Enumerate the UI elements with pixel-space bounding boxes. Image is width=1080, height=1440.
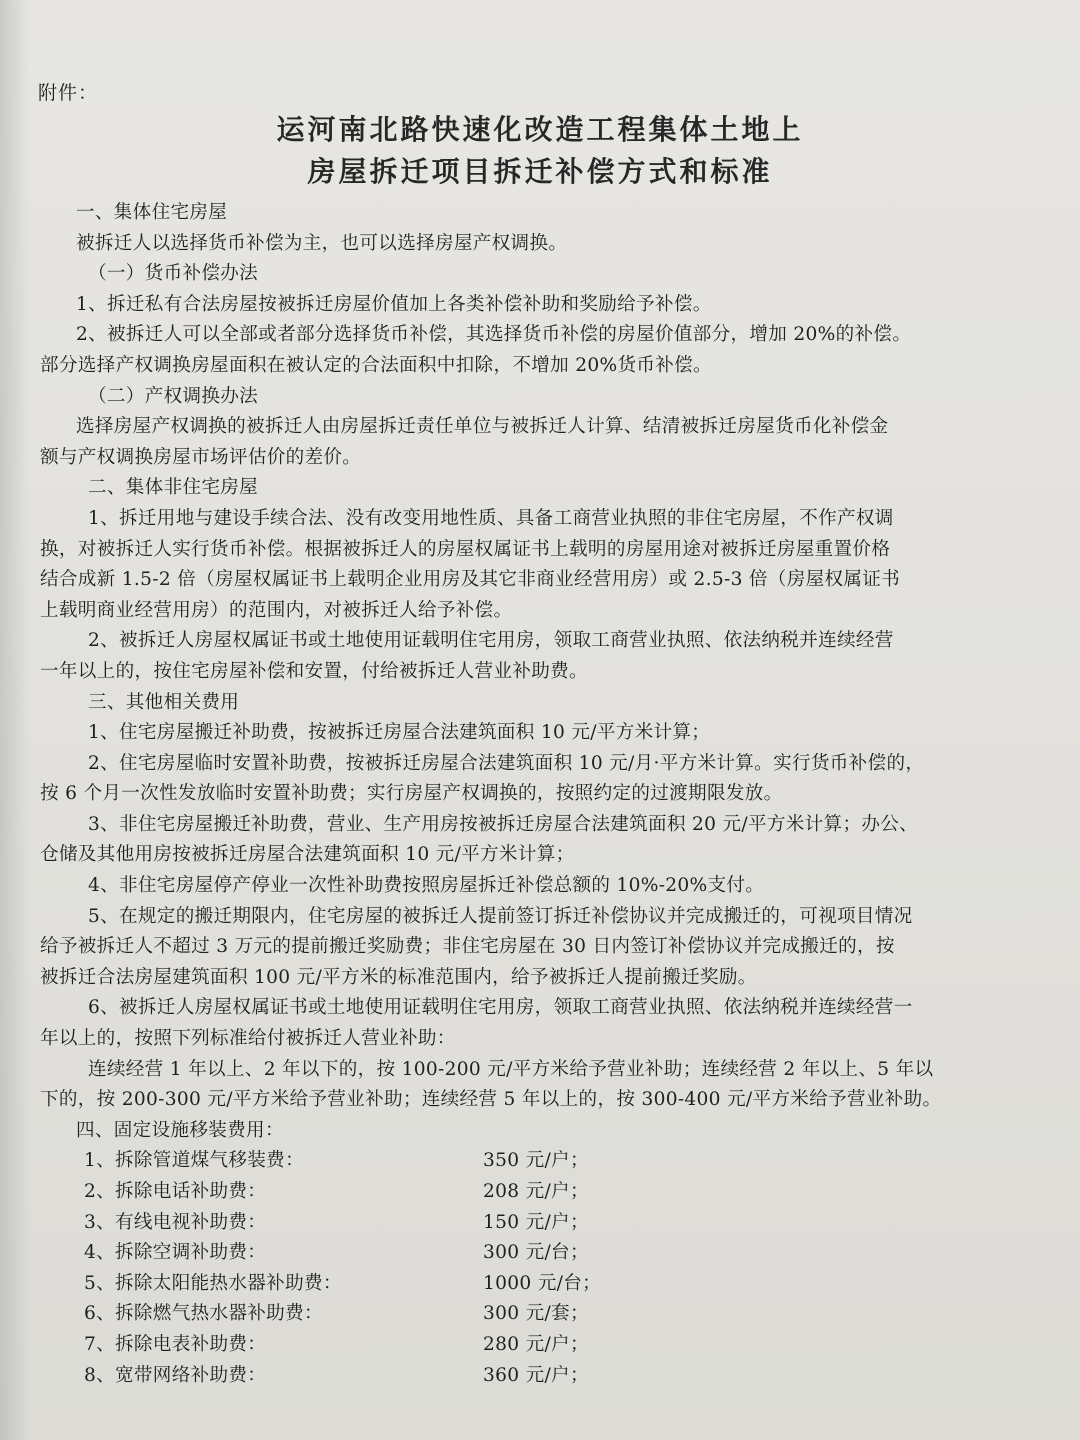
fee-row [40,1238,1040,1269]
fee-value: 208 元/户； [483,1181,589,1202]
fee-name: 3、有线电视补助费： [84,1211,267,1233]
paragraph-line: 选择房屋产权调换的被拆迁人由房屋拆迁责任单位与被拆迁人计算、结清被拆迁房屋货币化补偿金 [76,416,889,438]
fee-value: 360 元/户； [483,1364,589,1386]
paragraph-line: 2、住宅房屋临时安置补助费，按被拆迁房屋合法建筑面积 10 元/月·平方米计算。实行货币补偿的， [88,752,925,774]
paragraph-line: 2、被拆迁人房屋权属证书或土地使用证载明住宅用房，领取工商营业执照、依法纳税并连续经营 [88,630,894,652]
paragraph-line: 连续经营 1 年以上、2 年以下的，按 100-200 元/平方米给予营业补助；连续经营 2 年以上、5 年以 [88,1058,934,1080]
paragraph-line: 6、被拆迁人房屋权属证书或土地使用证载明住宅用房，领取工商营业执照、依法纳税并连续经营一 [88,997,913,1019]
fee-name: 7、拆除电表补助费： [84,1333,267,1355]
fee-name: 1、拆除管道煤气移装费： [84,1150,304,1172]
paragraph-line: 2、被拆迁人可以全部或者部分选择货币补偿，其选择货币补偿的房屋价值部分，增加 20%的补偿。 [76,324,912,346]
fee-value: 300 元/套； [483,1303,589,1325]
fee-row [40,1330,1040,1361]
fee-value: 280 元/户； [483,1333,589,1355]
paragraph-line: 仓储及其他用房按被拆迁房屋合法建筑面积 10 元/平方米计算； [40,844,575,866]
fee-value: 150 元/户； [483,1211,589,1233]
page-shadow [0,0,30,1440]
paragraph-line: 部分选择产权调换房屋面积在被认定的合法面积中扣除，不增加 20%货币补偿。 [40,354,712,376]
paragraph-line: 1、拆迁私有合法房屋按被拆迁房屋价值加上各类补偿补助和奖励给予补偿。 [76,293,712,315]
paragraph-line: 额与产权调换房屋市场评估价的差价。 [40,446,362,468]
paragraph-line: 被拆迁合法房屋建筑面积 100 元/平方米的标准范围内，给予被拆迁人提前搬迁奖励。 [40,966,757,988]
paragraph-line: 按 6 个月一次性发放临时安置补助费；实行房屋产权调换的，按照约定的过渡期限发放。 [40,783,783,805]
section-heading-3: 三、其他相关费用 [88,691,240,713]
fee-row [40,1269,1040,1300]
fee-value: 300 元/台； [483,1242,589,1264]
fee-name: 4、拆除空调补助费： [84,1242,267,1264]
paragraph-line: 1、拆迁用地与建设手续合法、没有改变用地性质、具备工商营业执照的非住宅房屋，不作产权调 [88,507,894,529]
paragraph-line: 上载明商业经营用房）的范围内，对被拆迁人给予补偿。 [40,599,513,621]
fee-name: 6、拆除燃气热水器补助费： [84,1303,323,1325]
paragraph-line: 一年以上的，按住宅房屋补偿和安置，付给被拆迁人营业补助费。 [40,660,588,682]
paragraph-line: 3、非住宅房屋搬迁补助费，营业、生产用房按被拆迁房屋合法建筑面积 20 元/平方米计算；办公、 [88,813,919,835]
fee-value: 350 元/户； [483,1150,589,1172]
paragraph-line: 给予被拆迁人不超过 3 万元的提前搬迁奖励费；非住宅房屋在 30 日内签订补偿协议并完成搬迁的，按 [40,936,895,958]
fee-row [40,1208,1040,1239]
section-heading-4: 四、固定设施移装费用： [76,1119,284,1141]
section-heading-1: 一、集体住宅房屋 [76,202,228,223]
fee-row [40,1146,1040,1177]
paragraph-line: 4、非住宅房屋停产停业一次性补助费按照房屋拆迁补偿总额的 10%-20%支付。 [88,875,765,897]
paragraph-line: 换，对被拆迁人实行货币补偿。根据被拆迁人的房屋权属证书上载明的房屋用途对被拆迁房屋重置价格 [40,538,891,560]
fee-name: 2、拆除电话补助费： [84,1181,267,1202]
paragraph-line: 年以上的，按照下列标准给付被拆迁人营业补助： [40,1028,456,1050]
fee-row [40,1177,1040,1208]
paragraph-line: 1、住宅房屋搬迁补助费，按被拆迁房屋合法建筑面积 10 元/平方米计算； [88,722,711,744]
fee-name: 8、宽带网络补助费： [84,1364,267,1386]
paragraph-line: 结合成新 1.5-2 倍（房屋权属证书上载明企业用房及其它非商业经营用房）或 2.5-3 倍（房屋权属证书 [40,569,901,591]
fee-value: 1000 元/台； [483,1272,601,1294]
paragraph-line: 被拆迁人以选择货币补偿为主，也可以选择房屋产权调换。 [76,232,568,254]
paragraph-line: 5、在规定的搬迁期限内，住宅房屋的被拆迁人提前签订拆迁补偿协议并完成搬迁的，可视项目情况 [88,905,913,927]
fee-row [40,1299,1040,1330]
fee-row [40,1361,1040,1392]
document-title-line1: 运河南北路快速化改造工程集体土地上 [276,113,804,146]
paragraph-line: 下的，按 200-300 元/平方米给予营业补助；连续经营 5 年以上的，按 300-400 元/平方米给予营业补助。 [40,1089,942,1111]
section-heading-2: 二、集体非住宅房屋 [88,477,259,499]
subsection-heading: （二）产权调换办法 [88,385,259,407]
fee-name: 5、拆除太阳能热水器补助费： [84,1272,342,1294]
document-body [40,198,1040,1391]
subsection-heading: （一）货币补偿办法 [88,263,259,285]
attachment-label: 附件： [38,82,99,104]
document-title-line2: 房屋拆迁项目拆迁补偿方式和标准 [307,155,773,188]
